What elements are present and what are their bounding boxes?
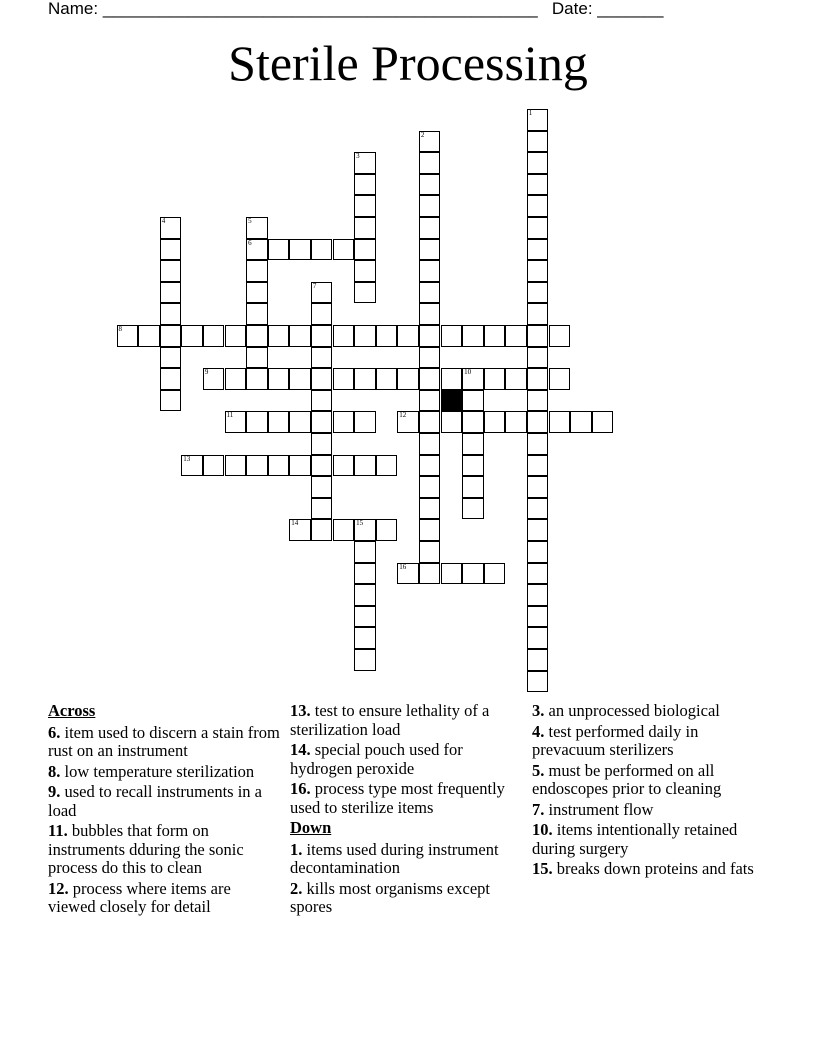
clue-item <box>48 822 280 878</box>
grid-cell[interactable] <box>419 411 441 433</box>
grid-cell[interactable] <box>354 519 376 541</box>
grid-cell[interactable] <box>527 131 549 153</box>
date-blank[interactable]: _______ <box>597 0 664 18</box>
grid-cell[interactable] <box>462 433 484 455</box>
grid-cell[interactable] <box>160 390 182 412</box>
grid-cell[interactable] <box>311 282 333 304</box>
clue-item <box>290 702 522 739</box>
grid-cell[interactable] <box>333 411 355 433</box>
grid-cell[interactable] <box>289 239 311 261</box>
grid-cell[interactable] <box>354 368 376 390</box>
clue-column-2 <box>290 702 522 919</box>
clue-number: 6 <box>248 238 252 247</box>
grid-cell[interactable] <box>484 411 506 433</box>
clue-item-number: 8. <box>48 761 61 781</box>
grid-cell[interactable] <box>419 541 441 563</box>
grid-cell[interactable] <box>246 239 268 261</box>
clue-item-number: 3. <box>532 701 545 720</box>
clue-item <box>48 880 280 917</box>
clue-item-number: 11. <box>48 821 68 840</box>
grid-cell[interactable] <box>419 390 441 412</box>
grid-cell[interactable] <box>160 282 182 304</box>
grid-cell[interactable] <box>311 498 333 520</box>
grid-cell[interactable] <box>246 455 268 477</box>
grid-cell[interactable] <box>462 390 484 412</box>
clue-item-text: breaks down proteins and fats <box>552 859 754 878</box>
down-heading: Down <box>290 818 332 837</box>
grid-cell[interactable] <box>419 131 441 153</box>
grid-cell[interactable] <box>549 411 571 433</box>
grid-cell[interactable] <box>376 368 398 390</box>
grid-cell[interactable] <box>376 325 398 347</box>
clue-number: 10 <box>464 368 472 377</box>
grid-cell[interactable] <box>484 563 506 585</box>
grid-cell[interactable] <box>419 325 441 347</box>
grid-cell[interactable] <box>397 368 419 390</box>
grid-cell[interactable] <box>527 584 549 606</box>
clue-item <box>290 780 522 817</box>
clue-number: 3 <box>356 152 360 161</box>
grid-cell[interactable] <box>570 411 592 433</box>
grid-cell[interactable] <box>462 455 484 477</box>
grid-cell[interactable] <box>333 368 355 390</box>
clue-number: 9 <box>204 368 209 377</box>
clue-column-1 <box>48 702 280 919</box>
grid-cell[interactable] <box>592 411 614 433</box>
clue-item <box>532 860 764 879</box>
grid-cell[interactable] <box>354 282 376 304</box>
grid-cell[interactable] <box>289 411 311 433</box>
grid-cell[interactable] <box>419 476 441 498</box>
clue-item-text: kills most organisms except spores <box>290 878 490 916</box>
grid-cell[interactable] <box>289 455 311 477</box>
grid-cell[interactable] <box>181 455 203 477</box>
grid-cell[interactable] <box>160 303 182 325</box>
grid-cell[interactable] <box>333 239 355 261</box>
clue-item-text: low temperature sterilization <box>60 761 255 781</box>
grid-cell[interactable] <box>505 325 527 347</box>
clue-item-number: 6. <box>48 722 61 742</box>
grid-cell[interactable] <box>397 325 419 347</box>
grid-cell[interactable] <box>527 541 549 563</box>
grid-cell[interactable] <box>419 347 441 369</box>
clue-item-number: 2. <box>290 878 303 898</box>
clue-item-text: used to recall instruments in a load <box>48 782 262 820</box>
clue-item-text: bubbles that form on instruments dduring the sonic process do this to clean <box>48 821 244 877</box>
grid-cell[interactable] <box>354 195 376 217</box>
grid-cell[interactable] <box>268 368 290 390</box>
grid-cell[interactable] <box>527 606 549 628</box>
grid-cell[interactable] <box>354 217 376 239</box>
clue-number: 16 <box>399 562 407 571</box>
grid-cell[interactable] <box>311 433 333 455</box>
grid-cell[interactable] <box>311 239 333 261</box>
grid-cell[interactable] <box>138 325 160 347</box>
grid-cell[interactable] <box>484 368 506 390</box>
grid-cell[interactable] <box>462 325 484 347</box>
grid-cell[interactable] <box>527 195 549 217</box>
grid-cell[interactable] <box>246 260 268 282</box>
grid-cell[interactable] <box>354 563 376 585</box>
clue-item-text: test performed daily in prevacuum sterilizers <box>532 721 699 759</box>
grid-cell[interactable] <box>462 411 484 433</box>
grid-cell[interactable] <box>419 498 441 520</box>
clue-item-text: process type most frequently used to sterilize items <box>290 779 505 817</box>
grid-cell[interactable] <box>549 325 571 347</box>
clue-item-number: 14. <box>290 740 311 759</box>
grid-cell[interactable] <box>527 303 549 325</box>
grid-cell[interactable] <box>246 411 268 433</box>
grid-cell[interactable] <box>419 368 441 390</box>
clue-item <box>48 724 280 761</box>
grid-cell[interactable] <box>354 260 376 282</box>
across-heading: Across <box>48 701 96 720</box>
grid-cell[interactable] <box>225 325 247 347</box>
grid-cell[interactable] <box>354 411 376 433</box>
grid-cell[interactable] <box>527 433 549 455</box>
grid-cell[interactable] <box>527 368 549 390</box>
grid-cell[interactable] <box>505 411 527 433</box>
grid-cell[interactable] <box>527 649 549 671</box>
clue-item <box>290 841 522 878</box>
grid-cell[interactable] <box>527 282 549 304</box>
puzzle-title: Sterile Processing <box>228 35 588 91</box>
grid-cell[interactable] <box>527 390 549 412</box>
grid-cell[interactable] <box>160 260 182 282</box>
grid-cell[interactable] <box>354 606 376 628</box>
grid-cell[interactable] <box>268 239 290 261</box>
clue-item-number: 5. <box>532 760 545 780</box>
clue-item-number: 15. <box>532 859 553 878</box>
clue-item-number: 1. <box>290 839 303 859</box>
grid-cell[interactable] <box>311 411 333 433</box>
grid-cell[interactable] <box>354 325 376 347</box>
grid-cell[interactable] <box>527 152 549 174</box>
grid-cell[interactable] <box>333 455 355 477</box>
grid-cell[interactable] <box>246 325 268 347</box>
clue-item-number: 9. <box>48 782 61 801</box>
grid-cell[interactable] <box>527 498 549 520</box>
clue-item-text: item used to discern a stain from rust on an instrument <box>48 722 280 760</box>
grid-cell[interactable] <box>441 411 463 433</box>
grid-cell[interactable] <box>311 303 333 325</box>
clue-item-number: 7. <box>532 799 545 819</box>
grid-cell[interactable] <box>419 303 441 325</box>
clue-item <box>532 762 764 799</box>
grid-cell[interactable] <box>289 519 311 541</box>
grid-cell[interactable] <box>311 519 333 541</box>
grid-cell[interactable] <box>527 627 549 649</box>
clue-number: 15 <box>356 519 364 528</box>
clue-item-number: 12. <box>48 878 69 898</box>
grid-cell[interactable] <box>354 584 376 606</box>
clue-item <box>48 783 280 820</box>
grid-cell[interactable] <box>527 239 549 261</box>
clue-item-text: instrument flow <box>544 799 654 819</box>
black-cell <box>441 390 463 412</box>
grid-cell[interactable] <box>354 649 376 671</box>
grid-cell[interactable] <box>354 455 376 477</box>
grid-cell[interactable] <box>419 282 441 304</box>
grid-cell[interactable] <box>181 325 203 347</box>
clue-item-number: 16. <box>290 779 311 798</box>
grid-cell[interactable] <box>311 325 333 347</box>
grid-cell[interactable] <box>527 325 549 347</box>
grid-cell[interactable] <box>419 563 441 585</box>
grid-cell[interactable] <box>160 217 182 239</box>
grid-cell[interactable] <box>527 411 549 433</box>
clue-item-text: test to ensure lethality of a sterilization load <box>290 701 490 739</box>
grid-cell[interactable] <box>160 368 182 390</box>
grid-cell[interactable] <box>527 347 549 369</box>
clue-item-text: items used during instrument decontamination <box>290 839 499 877</box>
grid-cell[interactable] <box>419 152 441 174</box>
grid-cell[interactable] <box>376 455 398 477</box>
clue-item-text: process where items are viewed closely for detail <box>48 878 231 916</box>
grid-cell[interactable] <box>527 217 549 239</box>
grid-cell[interactable] <box>376 519 398 541</box>
grid-cell[interactable] <box>117 325 139 347</box>
grid-cell[interactable] <box>268 325 290 347</box>
grid-cell[interactable] <box>527 476 549 498</box>
clue-item-number: 4. <box>532 721 545 741</box>
grid-cell[interactable] <box>333 519 355 541</box>
grid-cell[interactable] <box>289 368 311 390</box>
grid-cell[interactable] <box>441 325 463 347</box>
clue-item <box>532 723 764 760</box>
grid-cell[interactable] <box>225 368 247 390</box>
clue-item-number: 13. <box>290 701 311 720</box>
clue-number: 14 <box>291 519 299 528</box>
grid-cell[interactable] <box>311 390 333 412</box>
grid-cell[interactable] <box>419 239 441 261</box>
clue-number: 5 <box>248 217 252 225</box>
grid-cell[interactable] <box>354 239 376 261</box>
grid-cell[interactable] <box>419 260 441 282</box>
grid-cell[interactable] <box>246 368 268 390</box>
clue-item <box>290 880 522 917</box>
grid-cell[interactable] <box>527 174 549 196</box>
grid-cell[interactable] <box>462 498 484 520</box>
grid-cell[interactable] <box>527 563 549 585</box>
grid-cell[interactable] <box>354 174 376 196</box>
grid-cell[interactable] <box>246 303 268 325</box>
grid-cell[interactable] <box>527 455 549 477</box>
grid-cell[interactable] <box>527 519 549 541</box>
grid-cell[interactable] <box>246 282 268 304</box>
clue-item <box>48 763 280 782</box>
clue-item <box>532 821 764 858</box>
grid-cell[interactable] <box>246 347 268 369</box>
grid-cell[interactable] <box>441 368 463 390</box>
clue-item-text: special pouch used for hydrogen peroxide <box>290 740 463 778</box>
grid-cell[interactable] <box>225 411 247 433</box>
clue-number: 8 <box>118 325 122 333</box>
grid-cell[interactable] <box>419 217 441 239</box>
grid-cell[interactable] <box>462 563 484 585</box>
grid-cell[interactable] <box>160 347 182 369</box>
clue-number: 4 <box>161 217 166 225</box>
grid-cell[interactable] <box>311 347 333 369</box>
grid-cell[interactable] <box>333 325 355 347</box>
grid-cell[interactable] <box>527 260 549 282</box>
clue-column-3 <box>532 702 764 881</box>
grid-cell[interactable] <box>354 541 376 563</box>
grid-cell[interactable] <box>419 455 441 477</box>
grid-cell[interactable] <box>160 325 182 347</box>
grid-cell[interactable] <box>225 455 247 477</box>
grid-cell[interactable] <box>397 563 419 585</box>
clue-item-text: must be performed on all endoscopes prior to cleaning <box>532 760 722 798</box>
grid-cell[interactable] <box>311 476 333 498</box>
clue-item-text: an unprocessed biological <box>544 701 720 720</box>
grid-cell[interactable] <box>419 433 441 455</box>
grid-cell[interactable] <box>484 325 506 347</box>
grid-cell[interactable] <box>289 325 311 347</box>
grid-cell[interactable] <box>246 217 268 239</box>
clue-number: 12 <box>399 411 407 420</box>
grid-cell[interactable] <box>354 152 376 174</box>
name-blank[interactable]: ______________________________________________ <box>102 0 538 18</box>
grid-cell[interactable] <box>419 174 441 196</box>
grid-cell[interactable] <box>203 455 225 477</box>
grid-cell[interactable] <box>462 476 484 498</box>
grid-cell[interactable] <box>268 455 290 477</box>
clue-number: 2 <box>420 130 425 139</box>
clue-item <box>532 702 764 721</box>
clue-number: 7 <box>312 281 317 290</box>
date-label: Date: <box>551 0 593 18</box>
clue-number: 13 <box>183 454 191 463</box>
clue-item <box>290 741 522 778</box>
name-label: Name: <box>48 0 99 18</box>
grid-cell[interactable] <box>311 455 333 477</box>
clue-item-text: items intentionally retained during surgery <box>532 820 738 858</box>
grid-cell[interactable] <box>527 671 549 693</box>
clue-number: 11 <box>226 411 234 420</box>
grid-cell[interactable] <box>527 109 549 131</box>
clue-item-number: 10. <box>532 820 553 839</box>
grid-cell[interactable] <box>354 627 376 649</box>
grid-cell[interactable] <box>441 563 463 585</box>
grid-cell[interactable] <box>549 368 571 390</box>
grid-cell[interactable] <box>419 195 441 217</box>
grid-cell[interactable] <box>203 325 225 347</box>
grid-cell[interactable] <box>419 519 441 541</box>
grid-cell[interactable] <box>160 239 182 261</box>
clue-item <box>532 801 764 820</box>
grid-cell[interactable] <box>505 368 527 390</box>
grid-cell[interactable] <box>311 368 333 390</box>
grid-cell[interactable] <box>462 368 484 390</box>
clue-number: 1 <box>528 109 533 117</box>
grid-cell[interactable] <box>397 411 419 433</box>
grid-cell[interactable] <box>268 411 290 433</box>
grid-cell[interactable] <box>203 368 225 390</box>
